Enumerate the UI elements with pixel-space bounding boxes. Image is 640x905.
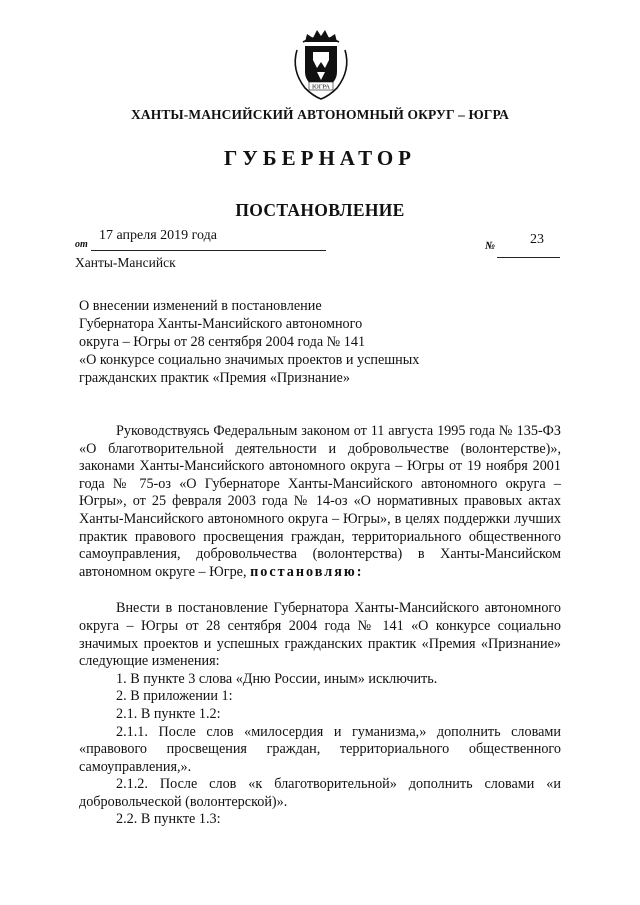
governor-title: ГУБЕРНАТОР <box>223 146 417 170</box>
date-value: 17 апреля 2019 года <box>99 228 217 243</box>
subject-line: О внесении изменений в постановление <box>79 298 322 314</box>
decree-word: постановляю: <box>250 563 364 580</box>
subject-line: Губернатора Ханты-Мансийского автономного <box>79 316 363 332</box>
item-paragraph: 2.2. В пункте 1.3: <box>116 811 221 828</box>
subject-line: гражданских практик «Премия «Признание» <box>79 370 350 386</box>
preamble-paragraph <box>79 423 561 581</box>
item-paragraph: 1. В пункте 3 слова «Дню России, иным» исключить. <box>116 670 438 687</box>
number-value: 23 <box>530 232 544 247</box>
subject-line: округа – Югры от 28 сентября 2004 года № 141 <box>79 334 366 350</box>
number-prefix: № <box>485 240 496 252</box>
item-paragraph: 2.1.2. После слов «к благотворительной» дополнить словами «и добровольческой (волонтерской)». <box>79 776 561 810</box>
item-paragraph: 2.1.1. После слов «милосердия и гуманизма,» дополнить словами «правового просвещения граждан, территориального общественного самоуправления,». <box>79 723 561 775</box>
region-name: ХАНТЫ-МАНСИЙСКИЙ АВТОНОМНЫЙ ОКРУГ – ЮГРА <box>131 107 509 122</box>
city: Ханты-Мансийск <box>75 255 176 270</box>
intro-paragraph: Внести в постановление Губернатора Ханты-Мансийского автономного округа – Югры от 28 сентября 2004 года № 141 «О конкурсе социально значимых проектов и успешных гражданских практик «Премия «Признание» следующие изменения: <box>79 600 561 670</box>
document-body <box>79 423 561 829</box>
document-type: ПОСТАНОВЛЕНИЕ <box>235 200 405 220</box>
item-paragraph: 2.1. В пункте 1.2: <box>116 705 221 722</box>
date-prefix: от <box>75 239 88 250</box>
document-subject <box>79 297 499 387</box>
preamble-text: Руководствуясь Федеральным законом от 11 августа 1995 года № 135-ФЗ «О благотворительной деятельности и добровольчестве (волонтерстве)», законами Ханты-Мансийского автономного округа – Югры от 19 ноября 2001 года № 75-оз «О Губернаторе Ханты-Мансийского автономного округа – Югры», от 25 февраля 2003 года № 14-оз «О нормативных правовых актах Ханты-Мансийского автономного округа – Югры», в целях поддержки лучших практик правового просвещения граждан, территориального общественного самоуправления, добровольчества (волонтерства) в Ханты-Мансийском автономном округе – Югре, <box>79 423 561 580</box>
subject-line: «О конкурсе социально значимых проектов и успешных <box>79 352 420 368</box>
svg-text:ЮГРА: ЮГРА <box>312 83 330 91</box>
coat-of-arms-emblem <box>283 22 359 102</box>
number-underline <box>497 257 560 258</box>
item-paragraph: 2. В приложении 1: <box>116 688 233 705</box>
date-underline <box>91 250 326 251</box>
